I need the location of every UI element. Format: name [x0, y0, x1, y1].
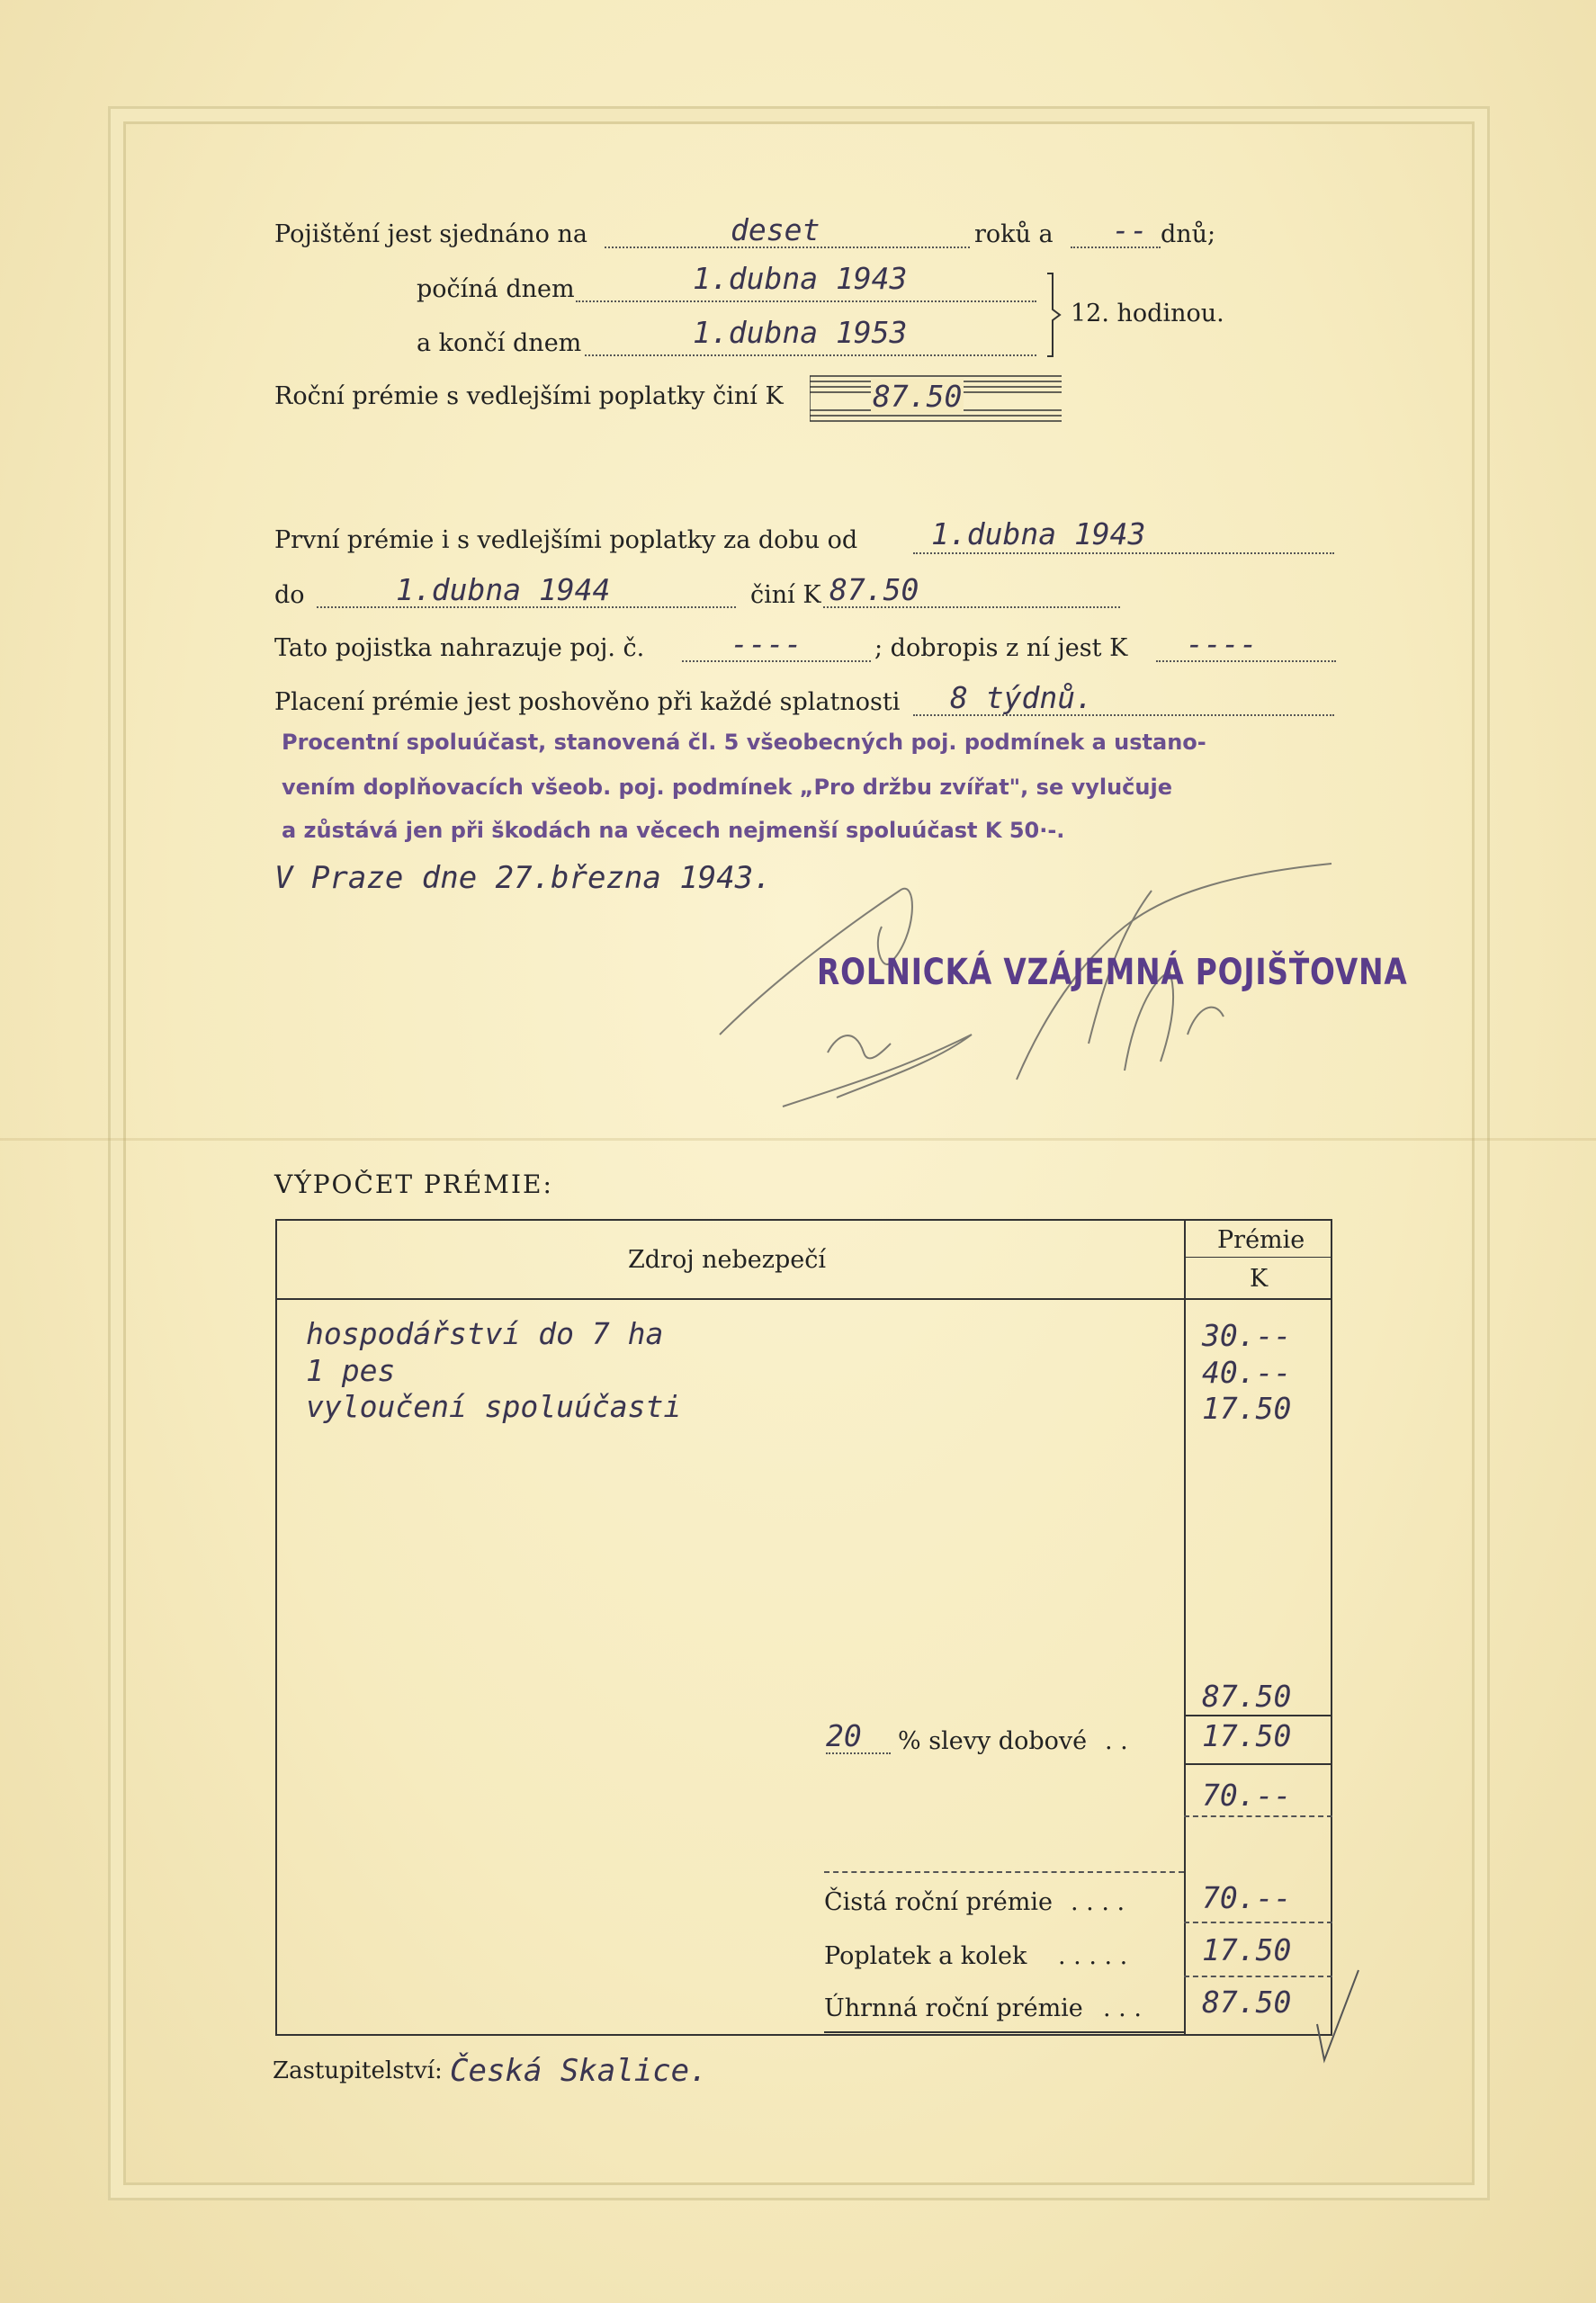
clause-line-1: Procentní spoluúčast, stanovená čl. 5 všeobecných poj. podmínek a ustano-	[282, 730, 1206, 755]
row-source: 1 pes	[306, 1353, 396, 1388]
dobropis-label: ; dobropis z ní jest K	[874, 634, 1128, 662]
placeni-label: Placení prémie jest poshověno při každé splatnosti	[274, 688, 901, 716]
prvni-label: První prémie i s vedlejšími poplatky za dobu od	[274, 526, 858, 554]
brace-icon	[1044, 270, 1071, 360]
slevy-value: 17.50	[1202, 1718, 1292, 1753]
row-value: 17.50	[1202, 1391, 1292, 1426]
rocni-label: Roční prémie s vedlejšími poplatky činí K	[274, 382, 784, 410]
leader-dots: . .	[1105, 1727, 1128, 1755]
fill-line	[576, 300, 1036, 302]
leader-dots: . . . .	[1071, 1888, 1125, 1916]
hodinou-label: 12. hodinou.	[1071, 300, 1224, 327]
nahrazuje-value: ----	[731, 626, 802, 661]
nahrazuje-label: Tato pojistka nahrazuje poj. č.	[274, 634, 645, 662]
check-mark-icon	[1314, 1961, 1367, 2069]
konci-value: 1.dubna 1953	[693, 315, 908, 350]
fill-line	[913, 552, 1334, 554]
uhrnna-value: 87.50	[1202, 1985, 1292, 2020]
dnu-label: dnů;	[1161, 220, 1216, 248]
subtotal-rule	[1184, 1715, 1332, 1716]
slevy-pct: 20	[826, 1718, 862, 1753]
slevy-label: % slevy dobové	[898, 1727, 1088, 1755]
after-slevy-value: 70.--	[1202, 1778, 1292, 1813]
header-rule	[275, 1298, 1332, 1300]
fill-line	[585, 354, 1036, 356]
paper-fold	[0, 1138, 1596, 1141]
zastupitelstvi-value: Česká Skalice.	[450, 2053, 708, 2089]
sjednano-value: deset	[731, 212, 820, 247]
column-rule	[1184, 1219, 1186, 2036]
pocina-label: počíná dnem	[417, 275, 575, 303]
uhrnna-label: Úhrnná roční prémie	[824, 1994, 1083, 2022]
leader-dots: . . .	[1103, 1994, 1142, 2022]
rocni-value: 87.50	[873, 379, 963, 414]
cini-value: 87.50	[829, 572, 919, 607]
clause-line-3: a zůstává jen při škodách na věcech nejmenší spoluúčast K 50·-.	[282, 818, 1065, 843]
row-source: vyloučení spoluúčasti	[306, 1389, 682, 1424]
cini-label: činí K	[750, 581, 821, 609]
dobropis-value: ----	[1186, 626, 1258, 661]
od-value: 1.dubna 1943	[931, 516, 1146, 551]
placeni-value: 8 týdnů.	[950, 680, 1093, 715]
pocina-value: 1.dubna 1943	[693, 261, 908, 296]
do-label: do	[274, 581, 305, 609]
roku-label: roků a	[974, 220, 1054, 248]
col-source: Zdroj nebezpečí	[628, 1246, 827, 1274]
company-stamp: ROLNICKÁ VZÁJEMNÁ POJIŠŤOVNA	[817, 952, 1408, 993]
row-value: 30.--	[1202, 1318, 1292, 1353]
sjednano-label: Pojištění jest sjednáno na	[274, 220, 587, 248]
col-premie: Prémie	[1217, 1226, 1305, 1254]
poplatek-rule	[1184, 1976, 1332, 1977]
vypocet-title: VÝPOČET PRÉMIE:	[274, 1169, 553, 1199]
leader-dots: . . . . .	[1058, 1942, 1128, 1970]
cista-label: Čistá roční prémie	[824, 1888, 1053, 1916]
do-value: 1.dubna 1944	[396, 572, 611, 607]
totals-rule	[824, 1871, 1184, 1873]
row-source: hospodářství do 7 ha	[306, 1316, 664, 1351]
dnu-value: --	[1112, 212, 1148, 247]
subtotal-value: 87.50	[1202, 1679, 1292, 1714]
poplatek-value: 17.50	[1202, 1932, 1292, 1967]
row-value: 40.--	[1202, 1355, 1292, 1390]
col-k: K	[1250, 1265, 1269, 1293]
slevy-rule	[1184, 1763, 1332, 1765]
after-slevy-rule	[1184, 1815, 1332, 1817]
premie-rule	[1184, 1257, 1332, 1258]
poplatek-label: Poplatek a kolek	[824, 1942, 1027, 1970]
uhrnna-rule	[824, 2031, 1184, 2033]
zastupitelstvi-label: Zastupitelství:	[273, 2057, 443, 2084]
fill-line	[826, 1752, 891, 1754]
place-date: V Praze dne 27.března 1943.	[274, 860, 772, 896]
clause-line-2: vením doplňovacích všeob. poj. podmínek „Pro držbu zvířat", se vylučuje	[282, 775, 1172, 800]
cista-rule	[1184, 1922, 1332, 1923]
cista-value: 70.--	[1202, 1880, 1292, 1915]
konci-label: a končí dnem	[417, 329, 582, 357]
